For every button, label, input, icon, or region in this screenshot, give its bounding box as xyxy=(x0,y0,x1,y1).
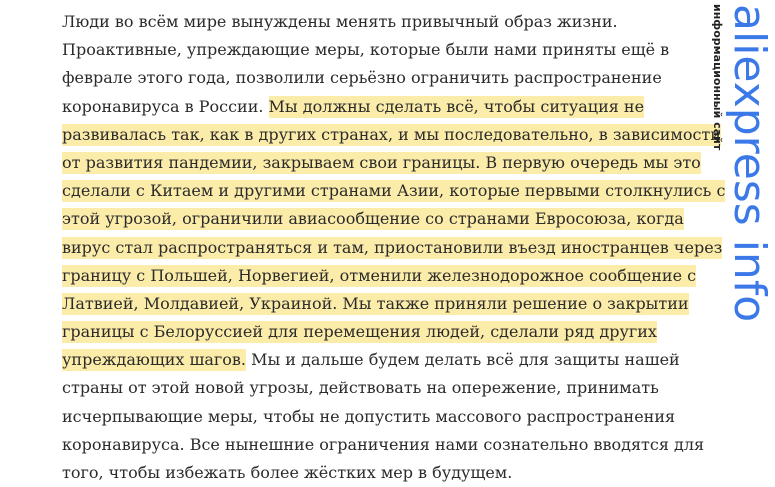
text-line xyxy=(62,121,722,149)
plain-text: коронавируса. Все нынешние ограничения нами сознательно вводятся для xyxy=(62,434,705,454)
plain-text: того, чтобы избежать более жёстких мер в будущем. xyxy=(62,463,513,482)
watermark xyxy=(705,0,775,487)
text-line xyxy=(62,459,722,487)
plain-text: коронавируса в России. xyxy=(62,96,269,116)
highlighted-text: этой угрозой, ограничили авиасообщение со странами Евросоюза, когда xyxy=(62,209,684,229)
highlighted-text: развивалась так, как в других странах, и мы последовательно, в зависимости xyxy=(62,124,721,144)
text-line xyxy=(62,318,722,346)
highlighted-text: границы с Белоруссией для перемещения людей, сделали ряд других xyxy=(62,322,657,342)
text-line xyxy=(62,93,722,121)
watermark-brand: aliexpress info xyxy=(724,4,775,323)
text-line xyxy=(62,346,722,374)
plain-text: Люди во всём мире вынуждены менять привычный образ жизни. xyxy=(62,12,618,31)
highlighted-text: сделали с Китаем и другими странами Азии, которые первыми столкнулись с xyxy=(62,181,726,201)
text-line xyxy=(62,205,722,233)
text-line xyxy=(62,234,722,262)
highlighted-text: упреждающих шагов. xyxy=(62,350,246,370)
article-text xyxy=(62,8,726,487)
text-line xyxy=(62,8,722,36)
highlighted-text: Мы должны сделать всё, чтобы ситуация не xyxy=(268,96,645,116)
plain-text: страны от этой новой угрозы, действовать на опережение, принимать xyxy=(62,378,659,398)
text-line xyxy=(62,64,722,92)
plain-text: феврале этого года, позволили серьёзно ограничить распространение xyxy=(62,68,662,88)
watermark-tagline: информационный сайт xyxy=(711,4,724,151)
text-line xyxy=(62,149,722,177)
highlighted-text: Латвией, Молдавией, Украиной. Мы также приняли решение о закрытии xyxy=(62,293,689,313)
text-line xyxy=(62,290,722,318)
text-line xyxy=(62,177,726,205)
text-line xyxy=(62,403,722,431)
plain-text: исчерпывающие меры, чтобы не допустить массового распространения xyxy=(62,406,676,426)
highlighted-text: вирус стал распространяться и там, приостановили въезд иностранцев через xyxy=(62,237,723,257)
text-line xyxy=(62,262,722,290)
highlighted-text: границу с Польшей, Норвегией, отменили железнодорожное сообщение с xyxy=(62,265,697,285)
plain-text: Мы и дальше будем делать всё для защиты нашей xyxy=(246,350,680,370)
text-line xyxy=(62,431,722,459)
text-line xyxy=(62,36,722,64)
plain-text: Проактивные, упреждающие меры, которые были нами приняты ещё в xyxy=(62,40,670,60)
highlighted-text: от развития пандемии, закрываем свои границы. В первую очередь мы это xyxy=(62,152,701,172)
text-line xyxy=(62,374,722,402)
